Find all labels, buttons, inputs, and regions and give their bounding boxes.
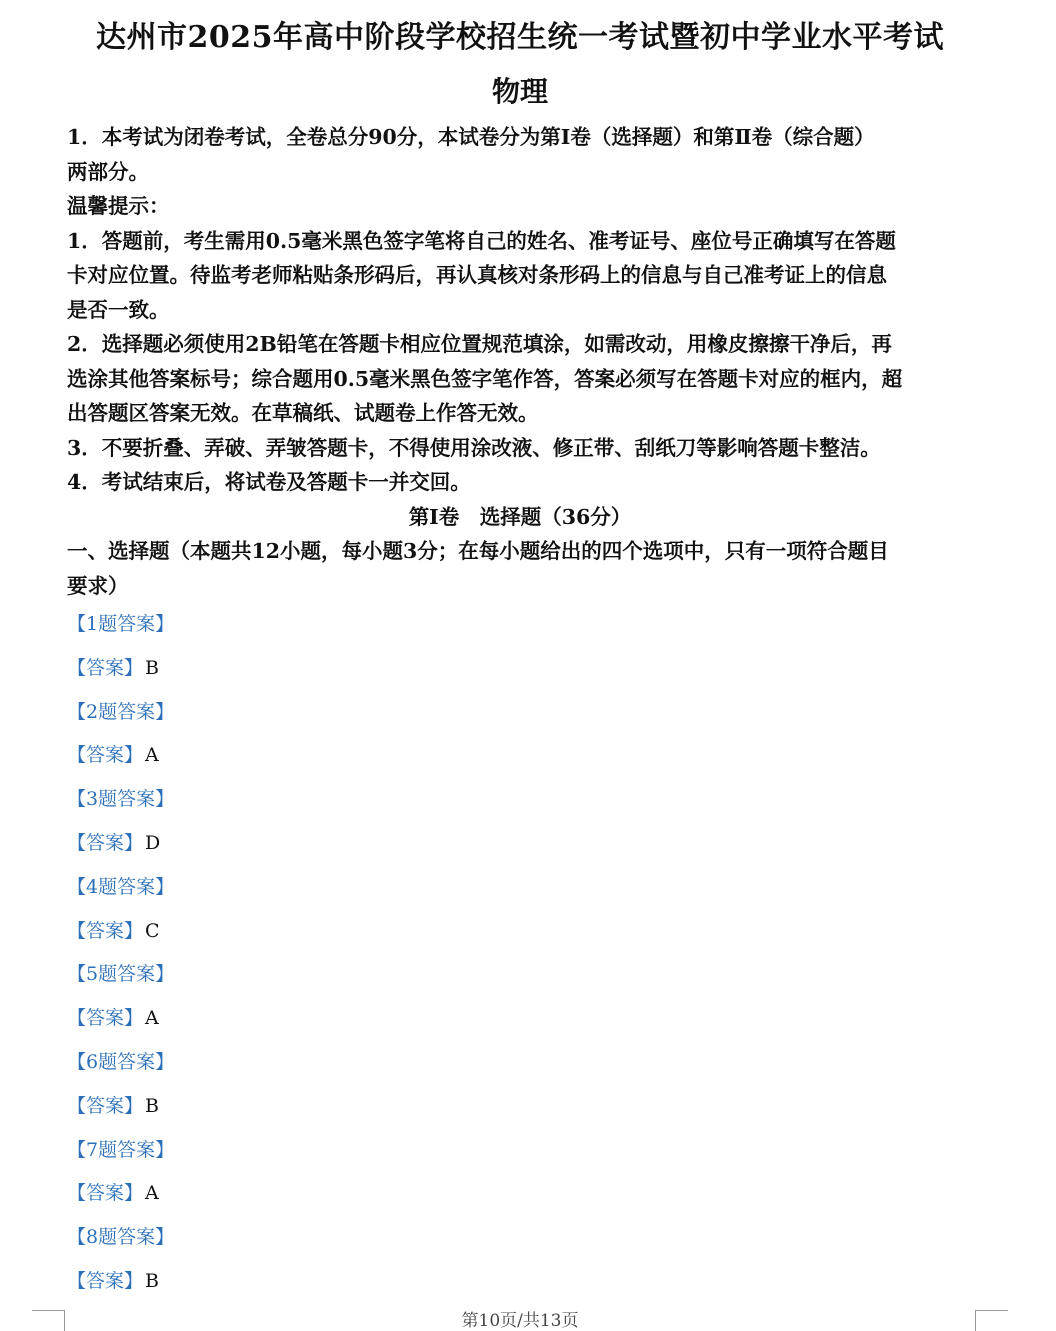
answer-tag: 【答案】 [67, 1182, 144, 1205]
answer-tag: 【答案】 [67, 1269, 144, 1292]
question-label: 【4题答案】 [67, 875, 175, 898]
question-label: 【8题答案】 [67, 1226, 175, 1249]
question-label: 【1题答案】 [67, 613, 175, 635]
question-label: 【3题答案】 [67, 788, 175, 811]
instruction-line: 2．选择题必须使用2B铅笔在答题卡相应位置规范填涂，如需改动，用橡皮擦擦干净后，再 [67, 332, 892, 356]
instruction-line: 1．本考试为闭卷考试，全卷总分90分，本试卷分为第Ⅰ卷（选择题）和第Ⅱ卷（综合题） [67, 125, 875, 149]
answer-row [67, 1263, 667, 1307]
answer-row [67, 1175, 667, 1219]
answer-tag: 【答案】 [67, 1094, 144, 1117]
answer-tag: 【答案】 [67, 656, 144, 679]
instruction-line: 4．考试结束后，将试卷及答题卡一并交回。 [67, 470, 471, 494]
instruction-line: 卡对应位置。待监考老师粘贴条形码后，再认真核对条形码上的信息与自己准考证上的信息 [67, 263, 887, 287]
answer-value: A [145, 1007, 159, 1030]
answer-row [67, 737, 667, 781]
answer-row [67, 1000, 667, 1044]
answer-tag: 【答案】 [67, 919, 144, 942]
subject-title: 物理 [491, 75, 548, 108]
answer-tag: 【答案】 [67, 744, 144, 767]
answer-row [67, 825, 667, 869]
answer-value: B [145, 1094, 159, 1117]
answer-list [67, 606, 667, 1307]
answer-tag: 【答案】 [67, 831, 144, 854]
instruction-line: 出答题区答案无效。在草稿纸、试题卷上作答无效。 [67, 401, 539, 425]
exam-title: 达州市2025年高中阶段学校招生统一考试暨初中学业水平考试 [96, 20, 944, 55]
answer-value: A [145, 744, 159, 767]
question-label: 【2题答案】 [67, 700, 175, 723]
mc-intro-line: 要求） [67, 573, 129, 598]
question-label: 【6题答案】 [67, 1050, 175, 1073]
answer-value: D [145, 831, 161, 854]
answer-tag: 【答案】 [67, 1007, 144, 1030]
answer-row [67, 913, 667, 957]
mc-intro [67, 534, 977, 603]
answer-value: A [145, 1182, 159, 1205]
instruction-line: 选涂其他答案标号；综合题用0.5毫米黑色签字笔作答，答案必须写在答题卡对应的框内，超 [67, 366, 903, 391]
mc-intro-line: 一、选择题（本题共12小题，每小题3分；在每小题给出的四个选项中，只有一项符合题目 [67, 539, 889, 563]
instruction-line: 两部分。 [67, 159, 149, 184]
section-heading: 第Ⅰ卷 选择题（36分） [408, 505, 632, 529]
answer-value: C [145, 919, 160, 942]
question-label: 【5题答案】 [67, 963, 175, 986]
instructions-block [67, 120, 977, 500]
tips-heading: 温馨提示： [67, 194, 170, 218]
question-label: 【7题答案】 [67, 1138, 175, 1161]
answer-value: B [145, 1269, 159, 1292]
page-footer: 第10页/共13页 [461, 1311, 579, 1331]
answer-row [67, 650, 667, 694]
instruction-line: 3．不要折叠、弄破、弄皱答题卡，不得使用涂改液、修正带、刮纸刀等影响答题卡整洁。 [67, 435, 881, 460]
answer-value: B [145, 656, 159, 679]
answer-row [67, 1088, 667, 1132]
instruction-line: 1．答题前，考生需用0.5毫米黑色签字笔将自己的姓名、准考证号、座位号正确填写在答题 [67, 228, 896, 253]
instruction-line: 是否一致。 [67, 297, 170, 322]
